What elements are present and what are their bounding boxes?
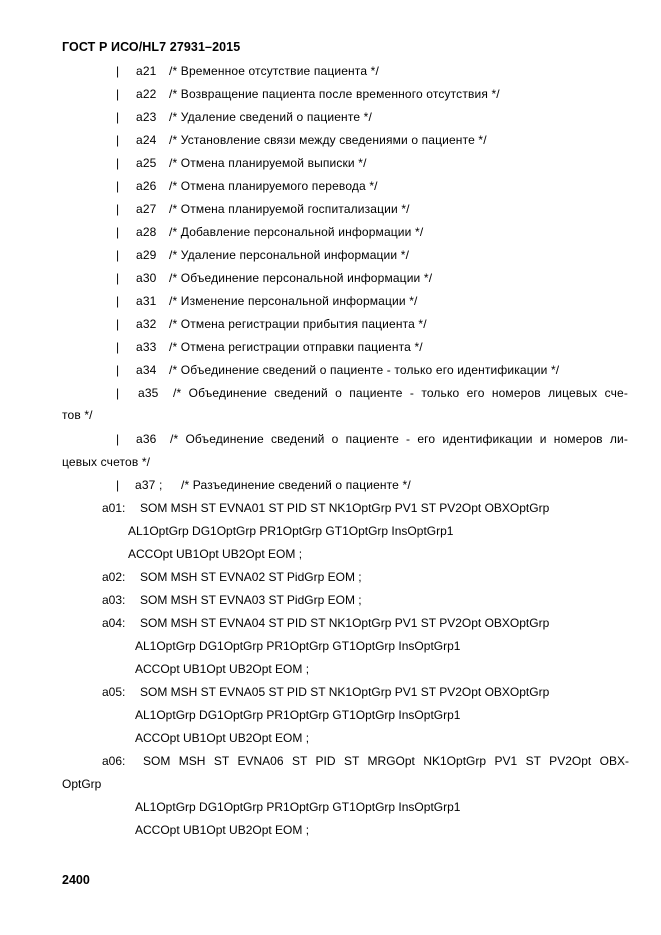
enum-comment: /* Объединение сведений о пациенте - его идентификации и номеров ли- [170, 432, 628, 446]
rule-line: ACCOpt UB1Opt UB2Opt EOM ; [135, 731, 310, 745]
enum-bar: | [116, 363, 120, 377]
enum-bar: | [116, 110, 120, 124]
rule-line: AL1OptGrp DG1OptGrp PR1OptGrp GT1OptGrp InsOptGrp1 [135, 708, 461, 722]
enum-bar: | [116, 340, 120, 354]
rule-line: SOM MSH ST EVNA04 ST PID ST NK1OptGrp PV1 ST PV2Opt OBXOptGrp [140, 616, 550, 630]
enum-bar: | [116, 156, 120, 170]
enum-comment: /* Удаление персональной информации */ [169, 248, 410, 262]
enum-comment: /* Изменение персональной информации */ [169, 294, 418, 308]
enum-code: a35 [138, 386, 159, 400]
enum-comment: /* Объединение сведений о пациенте - только его номеров лицевых сче- [173, 386, 628, 400]
rule-label-a05: a05: [102, 685, 126, 699]
enum-code: a25 [136, 156, 157, 170]
enum-code: a23 [136, 110, 157, 124]
rule-line: SOM MSH ST EVNA02 ST PidGrp EOM ; [140, 570, 362, 584]
enum-comment-continuation: цевых счетов */ [62, 455, 151, 469]
rule-label-a04: a04: [102, 616, 126, 630]
enum-bar: | [116, 317, 120, 331]
enum-bar: | [116, 386, 120, 400]
rule-label-a03: a03: [102, 593, 126, 607]
rule-line: SOM MSH ST EVNA01 ST PID ST NK1OptGrp PV1 ST PV2Opt OBXOptGrp [140, 501, 550, 515]
enum-bar: | [116, 179, 120, 193]
rule-line: SOM MSH ST EVNA03 ST PidGrp EOM ; [140, 593, 362, 607]
enum-code: a22 [136, 87, 157, 101]
enum-comment: /* Установление связи между сведениями о пациенте */ [169, 133, 487, 147]
enum-bar: | [116, 248, 120, 262]
enum-comment: /* Отмена планируемой госпитализации */ [169, 202, 410, 216]
enum-code: a27 [136, 202, 157, 216]
enum-comment: /* Отмена регистрации прибытия пациента */ [169, 317, 427, 331]
enum-bar: | [116, 294, 120, 308]
rule-label-a06: a06: [102, 754, 126, 768]
enum-code: a29 [136, 248, 157, 262]
enum-code: a31 [136, 294, 157, 308]
enum-comment: /* Добавление персональной информации */ [169, 225, 424, 239]
rule-line: ACCOpt UB1Opt UB2Opt EOM ; [135, 662, 310, 676]
enum-code: a33 [136, 340, 157, 354]
enum-comment: /* Временное отсутствие пациента */ [169, 64, 379, 78]
rule-line: SOM MSH ST EVNA05 ST PID ST NK1OptGrp PV1 ST PV2Opt OBXOptGrp [140, 685, 550, 699]
enum-code: a28 [136, 225, 157, 239]
enum-code: a24 [136, 133, 157, 147]
enum-code: a32 [136, 317, 157, 331]
rule-line: AL1OptGrp DG1OptGrp PR1OptGrp GT1OptGrp InsOptGrp1 [135, 639, 461, 653]
enum-comment: /* Возвращение пациента после временного отсутствия */ [169, 87, 500, 101]
rule-line-continuation: OptGrp [62, 777, 102, 791]
rule-label-a01: a01: [102, 501, 126, 515]
enum-comment-continuation: тов */ [62, 408, 93, 422]
enum-bar: | [116, 432, 120, 446]
enum-bar: | [116, 202, 120, 216]
rule-line: AL1OptGrp DG1OptGrp PR1OptGrp GT1OptGrp InsOptGrp1 [128, 524, 454, 538]
rule-line: AL1OptGrp DG1OptGrp PR1OptGrp GT1OptGrp InsOptGrp1 [135, 800, 461, 814]
rule-line: SOM MSH ST EVNA06 ST PID ST MRGOpt NK1OptGrp PV1 ST PV2Opt OBX- [143, 754, 629, 768]
enum-bar: | [116, 225, 120, 239]
enum-bar: | [116, 87, 120, 101]
enum-comment: /* Объединение персональной информации */ [169, 271, 433, 285]
rule-label-a02: a02: [102, 570, 126, 584]
enum-bar: | [116, 133, 120, 147]
enum-code: a34 [136, 363, 157, 377]
enum-bar: | [116, 271, 120, 285]
enum-comment: /* Разъединение сведений о пациенте */ [181, 478, 411, 492]
enum-code: a21 [136, 64, 157, 78]
enum-code: a37 ; [135, 478, 163, 492]
enum-comment: /* Объединение сведений о пациенте - только его идентификации */ [169, 363, 560, 377]
enum-comment: /* Отмена планируемой выписки */ [169, 156, 367, 170]
rule-line: ACCOpt UB1Opt UB2Opt EOM ; [128, 547, 303, 561]
enum-comment: /* Отмена регистрации отправки пациента */ [169, 340, 423, 354]
enum-code: a26 [136, 179, 157, 193]
page-number: 2400 [62, 873, 90, 887]
rule-line: ACCOpt UB1Opt UB2Opt EOM ; [135, 823, 310, 837]
enum-code: a36 [136, 432, 157, 446]
enum-comment: /* Отмена планируемого перевода */ [169, 179, 378, 193]
enum-bar: | [116, 64, 120, 78]
enum-bar: | [116, 478, 120, 492]
document-header: ГОСТ Р ИСО/HL7 27931–2015 [62, 40, 241, 54]
enum-comment: /* Удаление сведений о пациенте */ [169, 110, 372, 124]
enum-code: a30 [136, 271, 157, 285]
